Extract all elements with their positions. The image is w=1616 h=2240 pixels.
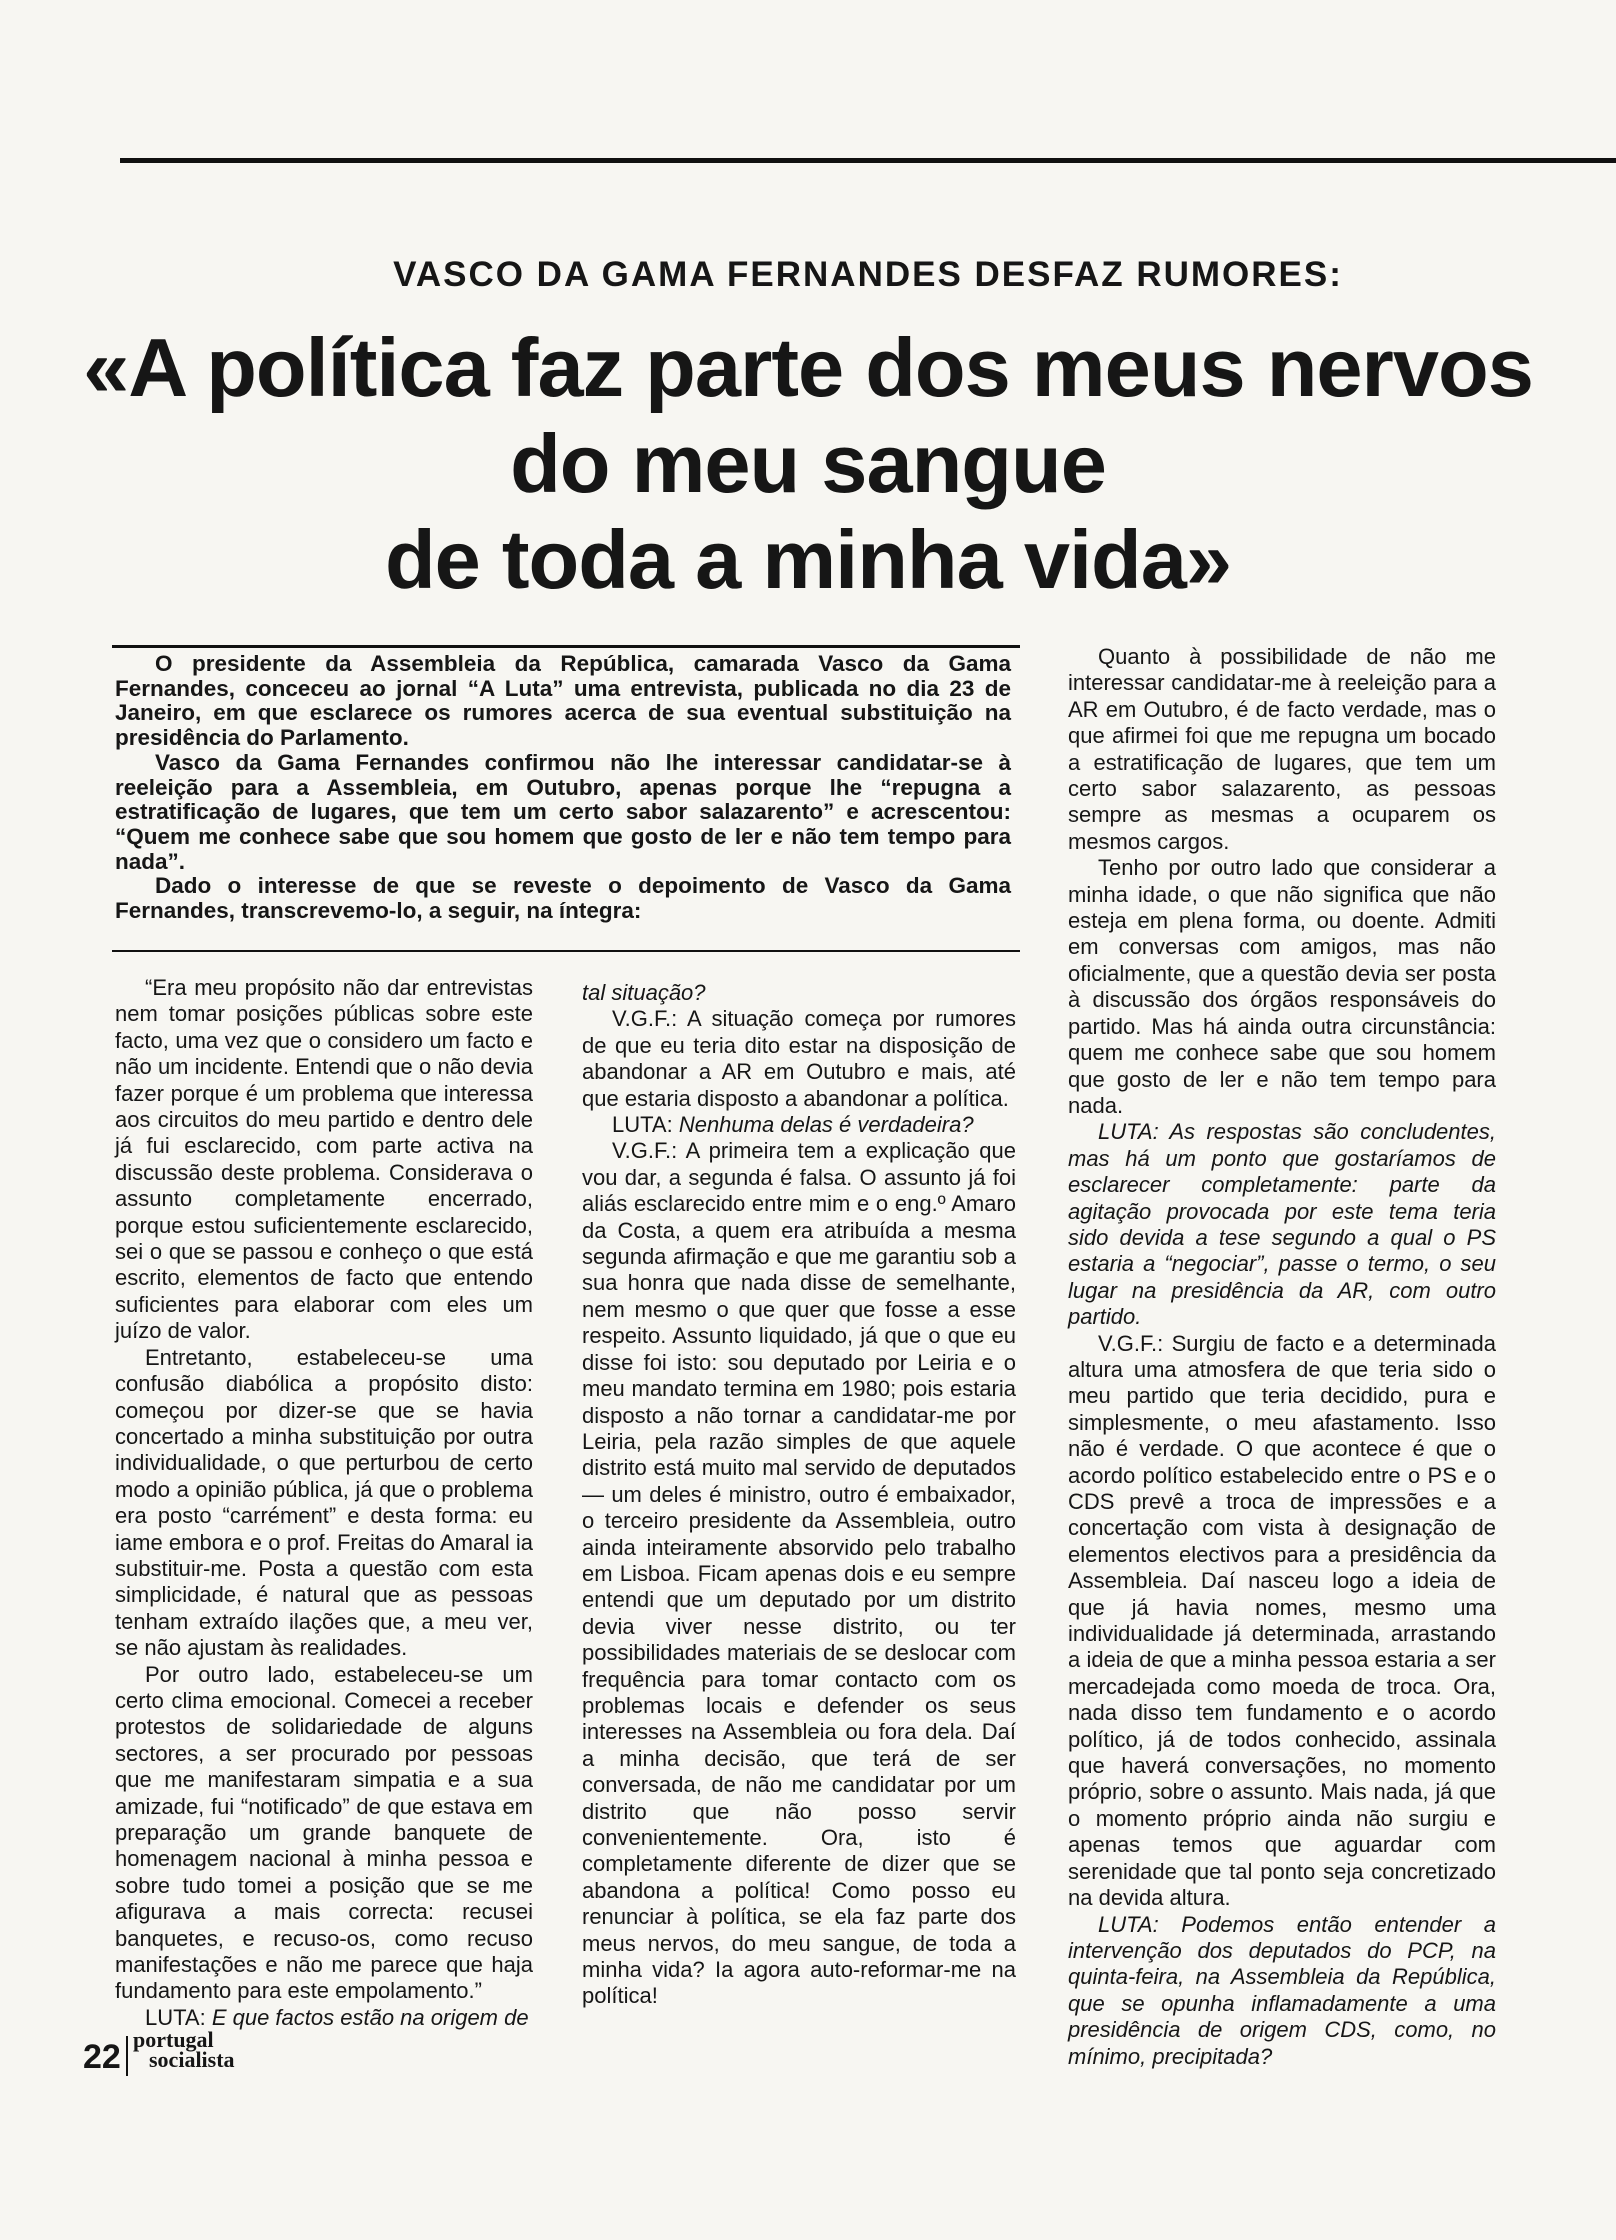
headline-line-3: de toda a minha vida» — [384, 513, 1232, 606]
lead-paragraphs — [115, 652, 1011, 924]
col2-paragraph-2: V.G.F.: A situação começa por rumores de que eu teria dito estar na disposição de abandonar a AR em Outubro e mais, até que estaria disposto a abandonar a política. — [582, 1006, 1016, 1111]
lead-bottom-rule — [112, 950, 1020, 952]
col3-paragraph-2: Tenho por outro lado que considerar a minha idade, o que não significa que não esteja em plena forma, ou doente. Admiti em conversas com amigos, mas não oficialmente, que a questão devia ser posta à discussão dos órgãos responsáveis do partido. Mas há ainda outra circunstância: quem me conhece sabe que sou homem que gosto de ler e não tem tempo para nada. — [1068, 855, 1496, 1118]
col1-paragraph-1: “Era meu propósito não dar entrevistas nem tomar posições públicas sobre este facto, uma vez que o considero um facto e não um incidente. Entendi que o não devia fazer porque é um problema que interessa aos circuitos do meu partido e dentro dele já fui esclarecido, com parte activa na discussão deste problema. Considerava o assunto completamente encerrado, porque estou suficientemente esclarecido, sei o que se passou e conheço o que está escrito, elementos de facto que entendo suficientes para elaborar com eles um juízo de valor. — [115, 975, 533, 1344]
headline-line-1: «A política faz parte dos meus nervos — [83, 321, 1533, 414]
logo-line-2: socialista — [149, 2047, 235, 2072]
page-number: 22 — [83, 2038, 121, 2076]
col1-paragraph-2: Entretanto, estabeleceu-se uma confusão diabólica a propósito disto: começou por dizer-se que se havia concertado a minha substituição por outra individualidade, o que perturbou de certo modo a opinião pública, já que o problema era posto “carrément” e desta forma: eu iame embora e o prof. Freitas do Amaral ia substituir-me. Posta a questão com esta simplicidade, é natural que as pessoas tenham extraído ilações que, a meu ver, se não ajustam às realidades. — [115, 1344, 533, 1661]
col3-paragraph-3: LUTA: As respostas são concludentes, mas há um ponto que gostaríamos de esclarecer completamente: parte da agitação provocada por este tema teria sido devida a tese segundo a qual o PS estaria a “negociar”, passe o termo, o seu lugar na presidência da AR, com outro partido. — [1068, 1119, 1496, 1330]
footer-divider — [126, 2036, 128, 2076]
col2-paragraph-1: tal situação? — [582, 980, 706, 1005]
article-kicker: VASCO DA GAMA FERNANDES DESFAZ RUMORES: — [393, 255, 1343, 294]
col1-paragraph-3: Por outro lado, estabeleceu-se um certo clima emocional. Comecei a receber protestos de solidariedade de alguns sectores, a ser procurado por pessoas que me manifestaram simpatia e a sua amizade, fui “notificado” de que estava em preparação um grande banquete de homenagem nacional à minha pessoa e sobre tudo tomei a posição que se me afigurava a mais correcta: recusei banquetes, e recuso-os, como recuso manifestações e não me parece que haja fundamento para este empolamento.” — [115, 1661, 533, 2004]
lead-paragraph-1: O presidente da Assembleia da República, camarada Vasco da Gama Fernandes, conceceu ao jornal “A Luta” uma entrevista, publicada no dia 23 de Janeiro, em que esclarece os rumores acerca de sua eventual substituição na presidência do Parlamento. — [115, 651, 1011, 751]
luta-question: E que factos estão na origem de — [211, 2004, 529, 2030]
body-column-1 — [115, 975, 533, 2031]
body-column-3 — [1068, 644, 1496, 2070]
luta-label: LUTA: — [145, 2004, 212, 2030]
article-headline — [0, 320, 1616, 608]
headline-line-2: do meu sangue — [510, 417, 1106, 510]
lead-top-rule — [112, 645, 1020, 648]
luta-question: Nenhuma delas é verdadeira? — [678, 1112, 974, 1138]
col3-paragraph-5: LUTA: Podemos então entender a intervenção dos deputados do PCP, na quinta-feira, na Assembleia da República, que se opunha inflamadamente a uma presidência de origem CDS, como, no mínimo, precipitada? — [1068, 1911, 1496, 2069]
luta-label: LUTA: — [612, 1112, 679, 1138]
col3-paragraph-4: V.G.F.: Surgiu de facto e a determinada altura uma atmosfera de que teria sido o meu partido que teria decidido, pura e simplesmente, o meu afastamento. Isso não é verdade. O que acontece é que o acordo político estabelecido entre o PS e o CDS prevê a troca de impressões e a concertação com vista à designação de elementos electivos para a presidência da Assembleia. Daí nasceu logo a ideia de que já havia nomes, mesmo uma individualidade já determinada, arrastando a ideia de que a minha pessoa estaria a ser mercadejada como moeda de troca. Ora, nada disso tem fundamento e o acordo político, já de todos conhecido, assinala que haverá conversações, no momento próprio, sobre o assunto. Mais nada, já que o momento próprio ainda não surgiu e apenas temos que aguardar com serenidade que tal ponto seja concretizado na devida altura. — [1068, 1330, 1496, 1911]
lead-paragraph-2: Vasco da Gama Fernandes confirmou não lhe interessar candidatar-se à reeleição para a Assembleia, em Outubro, apenas porque lhe “repugna a estratificação de lugares, que tem um certo sabor salazarento” e acrescentou: “Quem me conhece sabe que sou homem que gosto de ler e não tem tempo para nada”. — [115, 749, 1011, 874]
col2-paragraph-4: V.G.F.: A primeira tem a explicação que vou dar, a segunda é falsa. O assunto já foi aliás esclarecido entre mim e o eng.º Amaro da Costa, a quem era atribuída a mesma segunda afirmação e que me garantiu sob a sua honra que nada disse de semelhante, nem mesmo o que quer que fosse a esse respeito. Assunto liquidado, já que o que eu disse foi isto: sou deputado por Leiria e o meu mandato termina em 1980; pois estaria disposto a não tornar a candidatar-me por Leiria, pela razão simples de que aquele distrito está muito mal servido de deputados — um deles é ministro, outro é embaixador, o terceiro presidente da Assembleia, outro ainda inteiramente absorvido pelo trabalho em Lisboa. Ficam apenas dois e eu sempre entendi que um deputado por um distrito devia viver nesse distrito, ou ter possibilidades materiais de se deslocar com frequência para tomar contacto com os problemas locais e defender os seus interesses na Assembleia ou fora dela. Daí a minha decisão, que terá de ser conversada, de não me candidatar por um distrito que não posso servir convenientemente. Ora, isto é completamente diferente de dizer que se abandona a política! Como posso eu renunciar à política, se ela faz parte dos meus nervos, do meu sangue, de toda a minha vida? Ia agora auto-reformar-me na política! — [582, 1138, 1016, 2009]
col2-paragraph-3 — [582, 1112, 1016, 1138]
publication-logo — [133, 2027, 235, 2072]
logo-line-1: portugal — [133, 2027, 214, 2052]
top-rule — [120, 158, 1616, 163]
lead-paragraph-3: Dado o interesse de que se reveste o depoimento de Vasco da Gama Fernandes, transcrevemo-lo, a seguir, na íntegra: — [115, 873, 1011, 924]
col3-paragraph-1: Quanto à possibilidade de não me interessar candidatar-me à reeleição para a AR em Outubro, é de facto verdade, mas o que afirmei foi que me repugna um bocado a estratificação de lugares, que tem um certo sabor salazarento, as pessoas sempre as mesmas a ocuparem os mesmos cargos. — [1068, 644, 1496, 854]
body-column-2 — [582, 980, 1016, 2010]
